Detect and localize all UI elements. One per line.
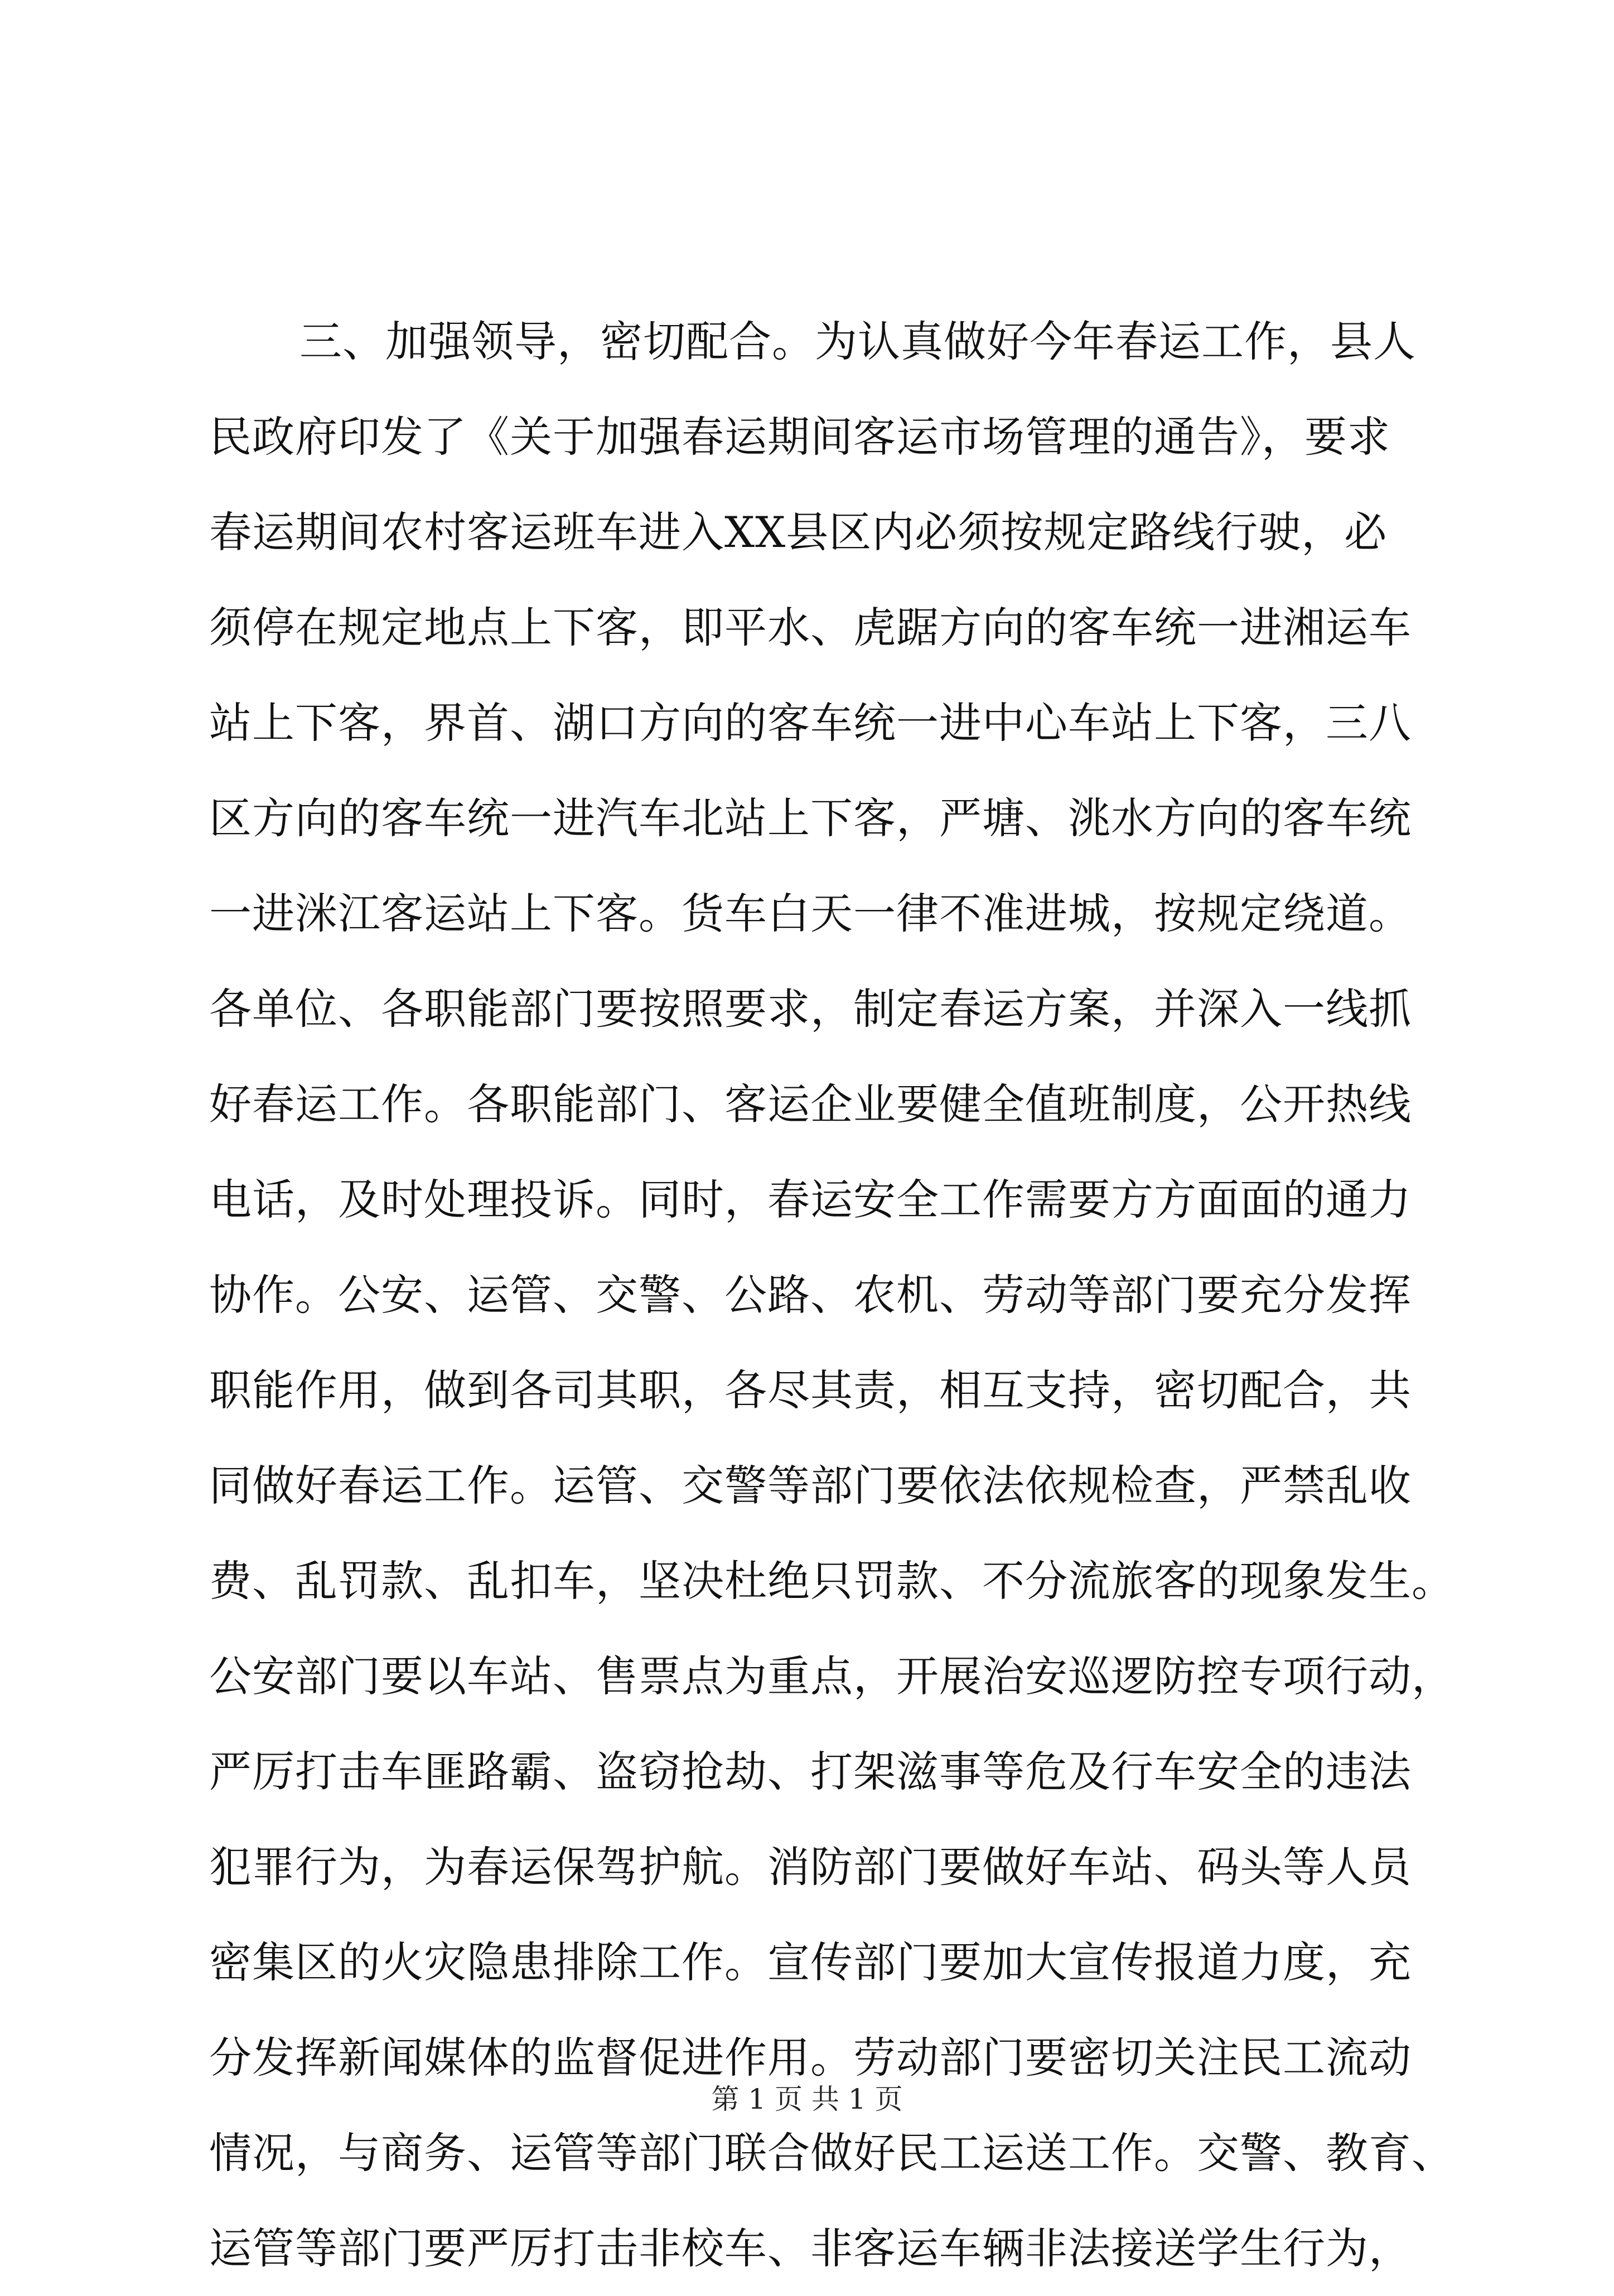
text-line: 须停在规定地点上下客，即平水、虎踞方向的客车统一进湘运车 [209, 603, 1412, 652]
text-line: 协作。公安、运管、交警、公路、农机、劳动等部门要充分发挥 [209, 1270, 1412, 1320]
text-line: 密集区的火灾隐患排除工作。宣传部门要加大宣传报道力度，充 [209, 1937, 1412, 1987]
text-line: 情况，与商务、运管等部门联合做好民工运送工作。交警、教育、 [209, 2128, 1454, 2178]
text-line: 站上下客，界首、湖口方向的客车统一进中心车站上下客，三八 [209, 698, 1412, 748]
text-line: 电话，及时处理投诉。同时，春运安全工作需要方方面面的通力 [209, 1175, 1412, 1224]
text-line: 各单位、各职能部门要按照要求，制定春运方案，并深入一线抓 [209, 984, 1412, 1034]
page-footer [0, 2080, 1614, 2119]
text-line: 职能作用，做到各司其职，各尽其责，相互支持，密切配合，共 [209, 1365, 1412, 1415]
text-line: 春运期间农村客运班车进入XX县区内必须按规定路线行驶，必 [209, 507, 1388, 557]
page-number: 第 1 页 共 1 页 [711, 2083, 903, 2115]
text-line: 犯罪行为，为春运保驾护航。消防部门要做好车站、码头等人员 [209, 1842, 1412, 1892]
text-line: 一进洣江客运站上下客。货车白天一律不准进城，按规定绕道。 [209, 889, 1412, 938]
text-line: 分发挥新闻媒体的监督促进作用。劳动部门要密切关注民工流动 [209, 2033, 1412, 2082]
body-paragraph [209, 294, 1454, 2296]
text-line: 公安部门要以车站、售票点为重点，开展治安巡逻防控专项行动， [209, 1651, 1454, 1701]
text-line: 好春运工作。各职能部门、客运企业要健全值班制度，公开热线 [209, 1079, 1412, 1129]
text-line: 运管等部门要严厉打击非校车、非客运车辆非法接送学生行为， [209, 2224, 1412, 2273]
text-line: 区方向的客车统一进汽车北站上下客，严塘、洮水方向的客车统 [209, 793, 1412, 843]
text-line: 民政府印发了《关于加强春运期间客运市场管理的通告》，要求 [209, 412, 1390, 462]
text-line: 三、加强领导，密切配合。为认真做好今年春运工作，县人 [299, 317, 1416, 366]
text-line: 费、乱罚款、乱扣车，坚决杜绝只罚款、不分流旅客的现象发生。 [209, 1556, 1454, 1606]
text-line: 同做好春运工作。运管、交警等部门要依法依规检查，严禁乱收 [209, 1461, 1412, 1510]
text-line: 严厉打击车匪路霸、盗窃抢劫、打架滋事等危及行车安全的违法 [209, 1747, 1412, 1796]
